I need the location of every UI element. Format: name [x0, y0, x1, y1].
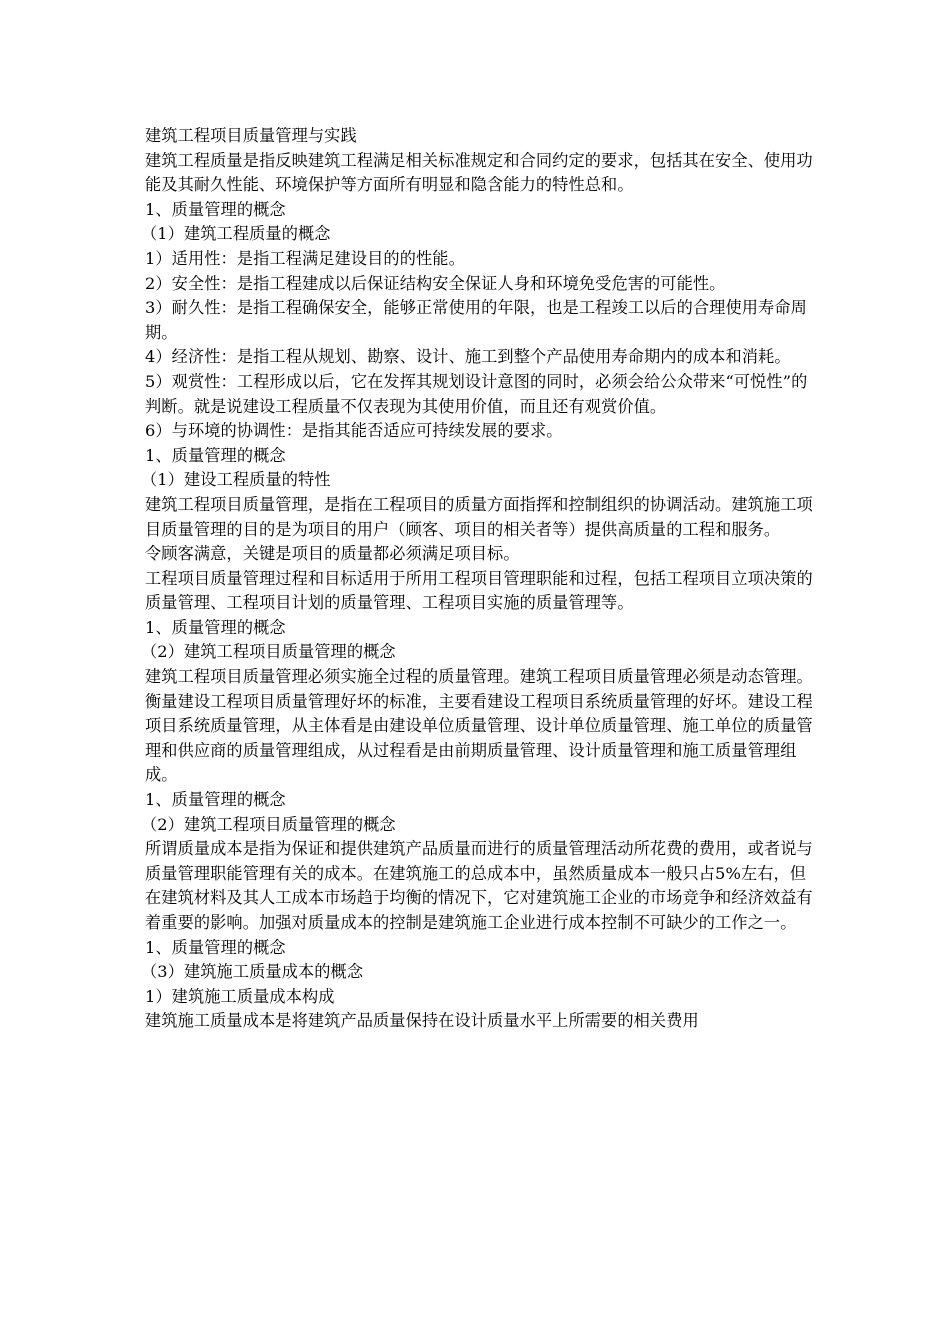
document-title: 建筑工程项目质量管理与实践	[145, 126, 357, 145]
subsection-heading: （1）建筑工程质量的概念	[141, 224, 331, 244]
subsection-heading: （1）建设工程质量的特性	[141, 470, 331, 490]
section-heading: 1、质量管理的概念	[145, 445, 286, 465]
document-page	[141, 124, 815, 1034]
paragraph: 衡量建设工程项目质量管理好坏的标准，主要看建设工程项目系统质量管理的好坏。建设工程项目系统质量管理，从主体看是由建设单位质量管理、设计单位质量管理、施工单位的质量管理和供应商的质量管理组成，从过程看是由前期质量管理、设计质量管理和施工质量管理组成。	[145, 691, 813, 785]
subsection-heading: （2）建筑工程项目质量管理的概念	[141, 814, 396, 834]
paragraph: 建筑工程质量是指反映建筑工程满足相关标准规定和合同约定的要求，包括其在安全、使用功能及其耐久性能、环境保护等方面所有明显和隐含能力的特性总和。	[145, 150, 813, 195]
list-item: 4）经济性：是指工程从规划、勘察、设计、施工到整个产品使用寿命期内的成本和消耗。	[145, 347, 791, 367]
section-heading: 1、质量管理的概念	[145, 199, 286, 219]
subsection-heading: （2）建筑工程项目质量管理的概念	[141, 642, 396, 662]
paragraph: 工程项目质量管理过程和目标适用于所用工程项目管理职能和过程，包括工程项目立项决策的质量管理、工程项目计划的质量管理、工程项目实施的质量管理等。	[145, 568, 813, 613]
paragraph: 建筑工程项目质量管理，是指在工程项目的质量方面指挥和控制组织的协调活动。建筑施工项目质量管理的目的是为项目的用户（顾客、项目的相关者等）提供高质量的工程和服务。	[145, 494, 813, 539]
section-heading: 1、质量管理的概念	[145, 790, 286, 810]
paragraph: 所谓质量成本是指为保证和提供建筑产品质量而进行的质量管理活动所花费的费用，或者说与质量管理职能管理有关的成本。在建筑施工的总成本中，虽然质量成本一般只占5%左右，但在建筑材料及其人工成本市场趋于均衡的情况下，它对建筑施工企业的市场竞争和经济效益有着重要的影响。加强对质量成本的控制是建筑施工企业进行成本控制不可缺少的工作之一。	[145, 839, 813, 932]
subsection-heading: （3）建筑施工质量成本的概念	[141, 962, 364, 982]
list-item: 6）与环境的协调性：是指其能否适应可持续发展的要求。	[145, 421, 563, 441]
paragraph: 建筑施工质量成本是将建筑产品质量保持在设计质量水平上所需要的相关费用	[145, 1011, 699, 1031]
section-heading: 1、质量管理的概念	[145, 937, 286, 957]
paragraph: 令顾客满意，关键是项目的质量都必须满足项目标。	[145, 544, 520, 564]
paragraph: 建筑工程项目质量管理必须实施全过程的质量管理。建筑工程项目质量管理必须是动态管理。	[145, 667, 813, 687]
list-item: 3）耐久性：是指工程确保安全，能够正常使用的年限，也是工程竣工以后的合理使用寿命周期。	[145, 298, 807, 342]
list-item: 5）观赏性：工程形成以后，它在发挥其规划设计意图的同时，必须会给公众带来“可悦性”的判断。就是说建设工程质量不仅表现为其使用价值，而且还有观赏价值。	[145, 371, 808, 416]
list-item: 2）安全性：是指工程建成以后保证结构安全保证人身和环境免受危害的可能性。	[145, 273, 726, 293]
section-heading: 1、质量管理的概念	[145, 617, 286, 637]
list-item: 1）建筑施工质量成本构成	[145, 986, 335, 1006]
list-item: 1）适用性：是指工程满足建设目的的性能。	[145, 248, 465, 268]
